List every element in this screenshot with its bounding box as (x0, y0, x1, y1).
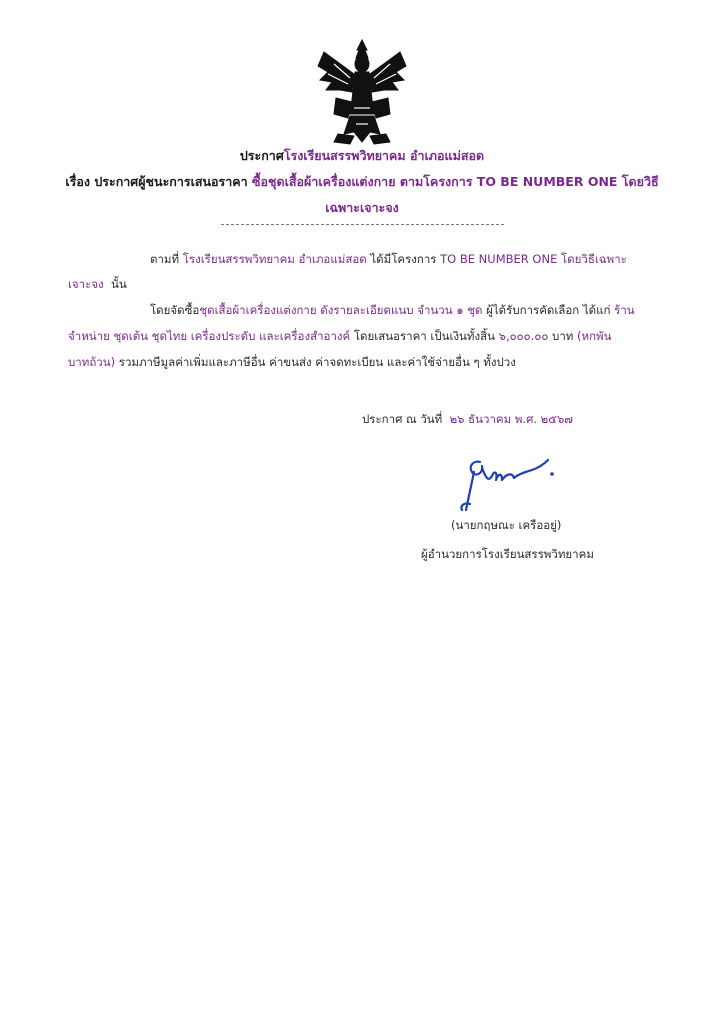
p1-end: นั้น (110, 277, 127, 291)
p2-winner-start: ร้าน (614, 303, 635, 317)
p2-amount: ๖,๐๐๐.๐๐ (498, 329, 549, 343)
announcement-title (0, 147, 724, 165)
p2-item: ชุดเสื้อผ้าเครื่องแต่งกาย (199, 303, 317, 317)
announce-label: ประกาศ ณ วันที่ (362, 412, 443, 426)
p1-lead: ตามที่ (150, 252, 180, 266)
paragraph-2-line-3 (68, 354, 516, 371)
p2-winner-lead: ผู้ได้รับการคัดเลือก ได้แก่ (486, 303, 611, 317)
p2-offer: โดยเสนอราคา เป็นเงินทั้งสิ้น (353, 329, 495, 343)
subject-method: เฉพาะเจาะจง (325, 200, 399, 215)
paragraph-1-line-2 (68, 276, 127, 293)
p1-project: TO BE NUMBER ONE โดยวิธีเฉพาะ (440, 252, 627, 266)
p1-school: โรงเรียนสรรพวิทยาคม อำเภอแม่สอด (182, 252, 367, 266)
p2-words-end: บาทถ้วน) (68, 355, 116, 369)
subject-prefix: เรื่อง ประกาศผู้ชนะการเสนอราคา (65, 174, 248, 189)
title-prefix: ประกาศ (239, 148, 284, 163)
p2-words-start: (หกพัน (577, 329, 612, 343)
announce-date-line (362, 411, 573, 428)
subject-item: ซื้อชุดเสื้อผ้าเครื่องแต่งกาย ตามโครงการ TO BE NUMBER ONE โดยวิธี (252, 174, 659, 189)
p2-detail: ดังรายละเอียดแนบ จำนวน ๑ ชุด (320, 303, 483, 317)
p1-project-cont: เจาะจง (68, 277, 104, 291)
p1-mid: ได้มีโครงการ (370, 252, 437, 266)
announce-date: ๒๖ ธันวาคม พ.ศ. ๒๕๖๗ (449, 412, 573, 426)
signatory-name: (นายกฤษณะ เครืออยู่) (451, 518, 562, 532)
p2-winner-rest: จำหน่าย ชุดเต้น ชุดไทย เครื่องประดับ และเครื่องสำอางค์ (68, 329, 351, 343)
paragraph-1-line-1 (150, 251, 627, 268)
paragraph-2-line-2 (68, 328, 612, 345)
signatory-position: ผู้อำนวยการโรงเรียนสรรพวิทยาคม (421, 547, 594, 561)
title-school: โรงเรียนสรรพวิทยาคม อำเภอแม่สอด (283, 148, 485, 163)
paragraph-2-line-1 (150, 302, 635, 319)
dashed-separator (221, 224, 504, 225)
handwritten-signature (452, 452, 556, 516)
announcement-subject (0, 173, 724, 191)
p2-tail: รวมภาษีมูลค่าเพิ่มและภาษีอื่น ค่าขนส่ง ค่าจดทะเบียน และค่าใช้จ่ายอื่น ๆ ทั้งปวง (118, 355, 516, 369)
p2-lead: โดยจัดซื้อ (150, 303, 200, 317)
garuda-emblem-icon (314, 38, 410, 146)
p2-unit: บาท (552, 329, 574, 343)
